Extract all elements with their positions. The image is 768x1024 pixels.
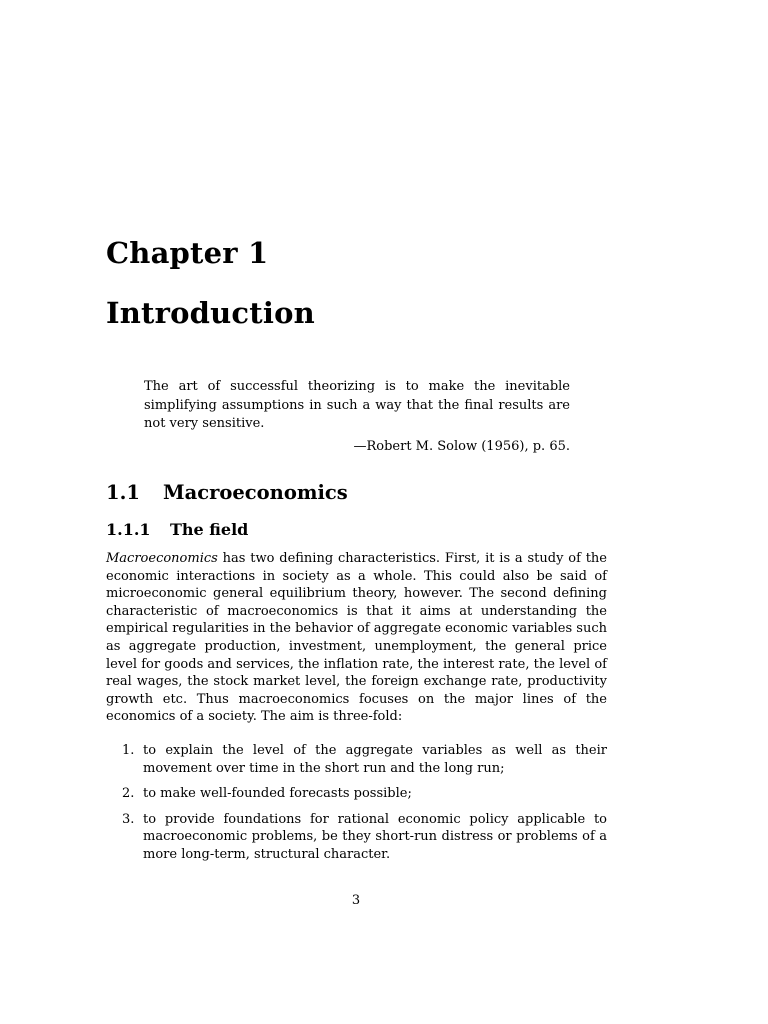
- body-paragraph-text: has two defining characteristics. First, it is a study of the economic interactions in society as a whole. This could also be said of microeconomic general equilibrium theory, however. The second defining characteristic of macroeconomics is that it aims at understanding the empirical regularities in the behavior of aggregate economic variables such as aggregate production, investment, unemployment, the general price level for goods and services, the inflation rate, the interest rate, the level of real wages, the stock market level, the foreign exchange rate, productivity growth etc. Thus macroeconomics focuses on the major lines of the economics of a society. The aim is three-fold:: [106, 551, 607, 725]
- chapter-label: Chapter 1: [106, 236, 269, 270]
- list-item-text: to make well-founded forecasts possible;: [143, 786, 412, 802]
- list-item-text: to provide foundations for rational economic policy applicable to macroeconomic problems, be they short-run distress or problems of a more long-term, structural character.: [143, 811, 607, 862]
- list-item-text: to explain the level of the aggregate variables as well as their movement over time in the short run and the long run;: [143, 743, 607, 776]
- list-item: [106, 811, 607, 864]
- subsection-heading: [106, 520, 248, 539]
- list-item: [106, 785, 607, 803]
- chapter-title: Introduction: [106, 296, 315, 330]
- list-item: [106, 742, 607, 777]
- section-heading: [106, 481, 348, 504]
- section-title: Macroeconomics: [163, 481, 348, 504]
- page-number: 3: [351, 893, 361, 908]
- subsection-title: The field: [170, 520, 249, 539]
- aims-list: [106, 742, 607, 872]
- epigraph-attribution: —Robert M. Solow (1956), p. 65.: [353, 439, 570, 454]
- list-item-number: 1.: [122, 743, 135, 758]
- section-number: 1.1: [106, 481, 140, 504]
- epigraph-quote: The art of successful theorizing is to make the inevitable simplifying assumptions in such a way that the final results are not very sensitive.: [144, 379, 570, 431]
- body-paragraph: [106, 550, 607, 726]
- list-item-number: 3.: [122, 811, 135, 827]
- body-term: Macroeconomics: [106, 551, 218, 566]
- subsection-number: 1.1.1: [106, 520, 151, 539]
- list-item-number: 2.: [122, 786, 135, 802]
